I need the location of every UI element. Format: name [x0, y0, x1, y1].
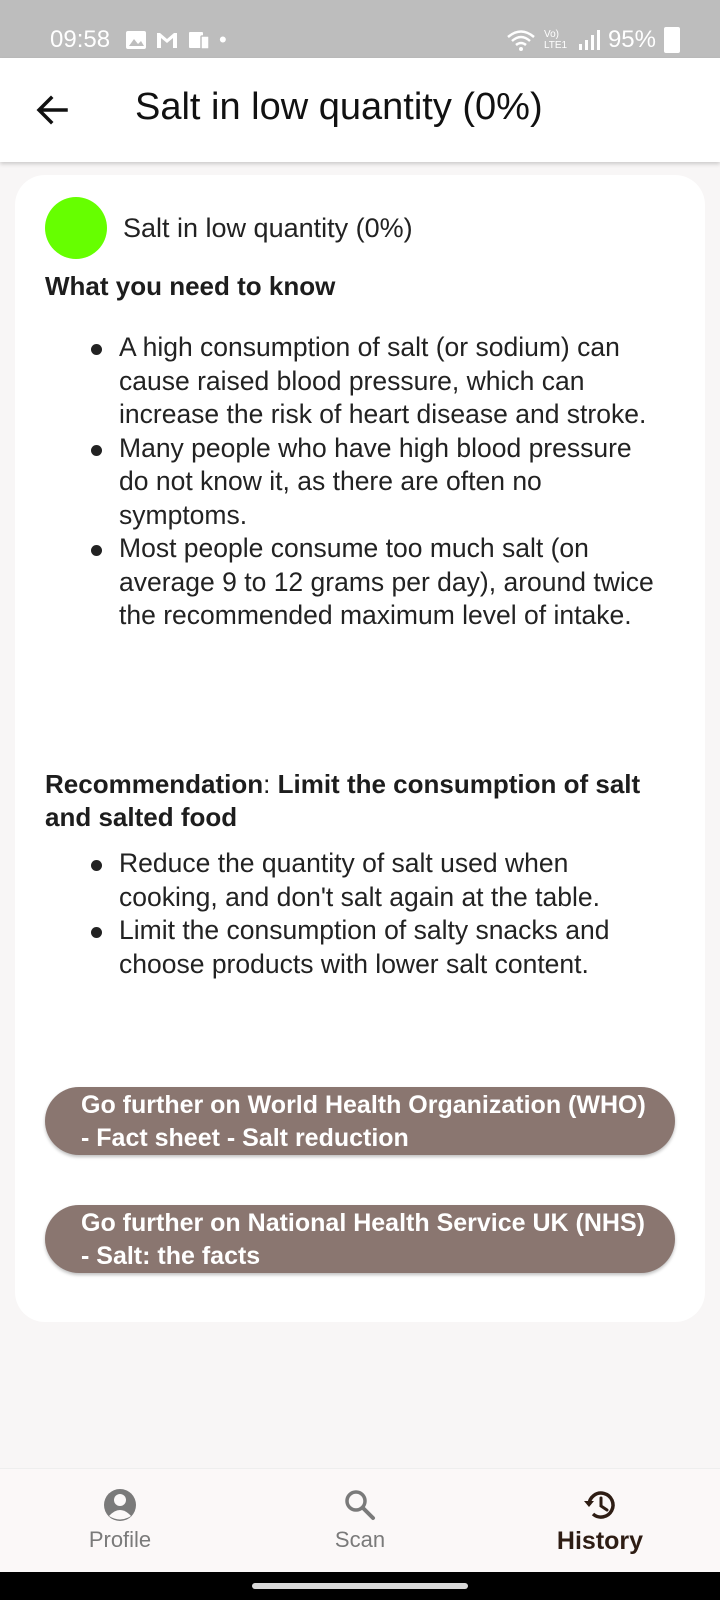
notification-dot: •: [219, 27, 227, 52]
history-icon: [582, 1487, 618, 1523]
know-list: [15, 331, 659, 633]
battery-percentage: 95%: [607, 26, 656, 53]
status-time: 09:58: [50, 26, 111, 53]
gmail-notification-icon: [155, 29, 179, 51]
card-header-text: Salt in low quantity (0%): [123, 212, 413, 243]
back-arrow-icon: [34, 92, 70, 128]
nav-label-scan: Scan: [334, 1527, 386, 1552]
recommendation-heading: [45, 768, 665, 834]
list-item: Reduce the quantity of salt used when cooking, and don't salt again at the table.: [119, 847, 659, 914]
page-title: Salt in low quantity (0%): [135, 86, 543, 128]
nav-item-history[interactable]: [520, 1487, 680, 1556]
device-notification-icon: [187, 29, 211, 51]
recommendation-label: Recommendation: [45, 769, 264, 799]
notification-icons: [125, 26, 227, 54]
app-bar: [0, 58, 720, 162]
system-status-icons: [506, 26, 680, 54]
recommendation-list: [15, 847, 659, 981]
recommendation-title: Limit the consumption of salt and salted food: [45, 769, 641, 832]
know-heading: What you need to know: [45, 271, 336, 301]
nhs-link-button[interactable]: Go further on National Health Service UK (NHS) - Salt: the facts: [45, 1205, 675, 1273]
info-card: [15, 175, 705, 1322]
who-link-button[interactable]: Go further on World Health Organization (WHO) - Fact sheet - Salt reduction: [45, 1087, 675, 1155]
profile-icon: [102, 1487, 138, 1523]
list-item: Limit the consumption of salty snacks and choose products with lower salt content.: [119, 914, 659, 981]
level-indicator-dot: [45, 197, 107, 259]
nav-label-history: History: [556, 1527, 644, 1555]
gesture-handle[interactable]: [252, 1583, 468, 1589]
battery-icon: [664, 27, 680, 53]
image-notification-icon: [125, 29, 147, 51]
nav-label-profile: Profile: [88, 1527, 152, 1552]
bottom-navigation: [0, 1468, 720, 1573]
system-navigation-bar: [0, 1572, 720, 1600]
nav-item-profile[interactable]: [40, 1487, 200, 1553]
card-header: [45, 197, 413, 259]
recommendation-separator: :: [263, 769, 278, 799]
signal-icon: [578, 29, 600, 51]
list-item: Most people consume too much salt (on average 9 to 12 grams per day), around twice the recommended maximum level of intake.: [119, 532, 659, 633]
status-bar: [0, 0, 720, 58]
network-type-label: Vo) LTE1: [543, 29, 568, 51]
wifi-icon: [506, 28, 536, 52]
list-item: A high consumption of salt (or sodium) can cause raised blood pressure, which can increase the risk of heart disease and stroke.: [119, 331, 659, 432]
list-item: Many people who have high blood pressure do not know it, as there are often no symptoms.: [119, 432, 659, 533]
nav-item-scan[interactable]: [280, 1487, 440, 1553]
back-button[interactable]: [30, 88, 74, 132]
search-icon: [342, 1487, 378, 1523]
